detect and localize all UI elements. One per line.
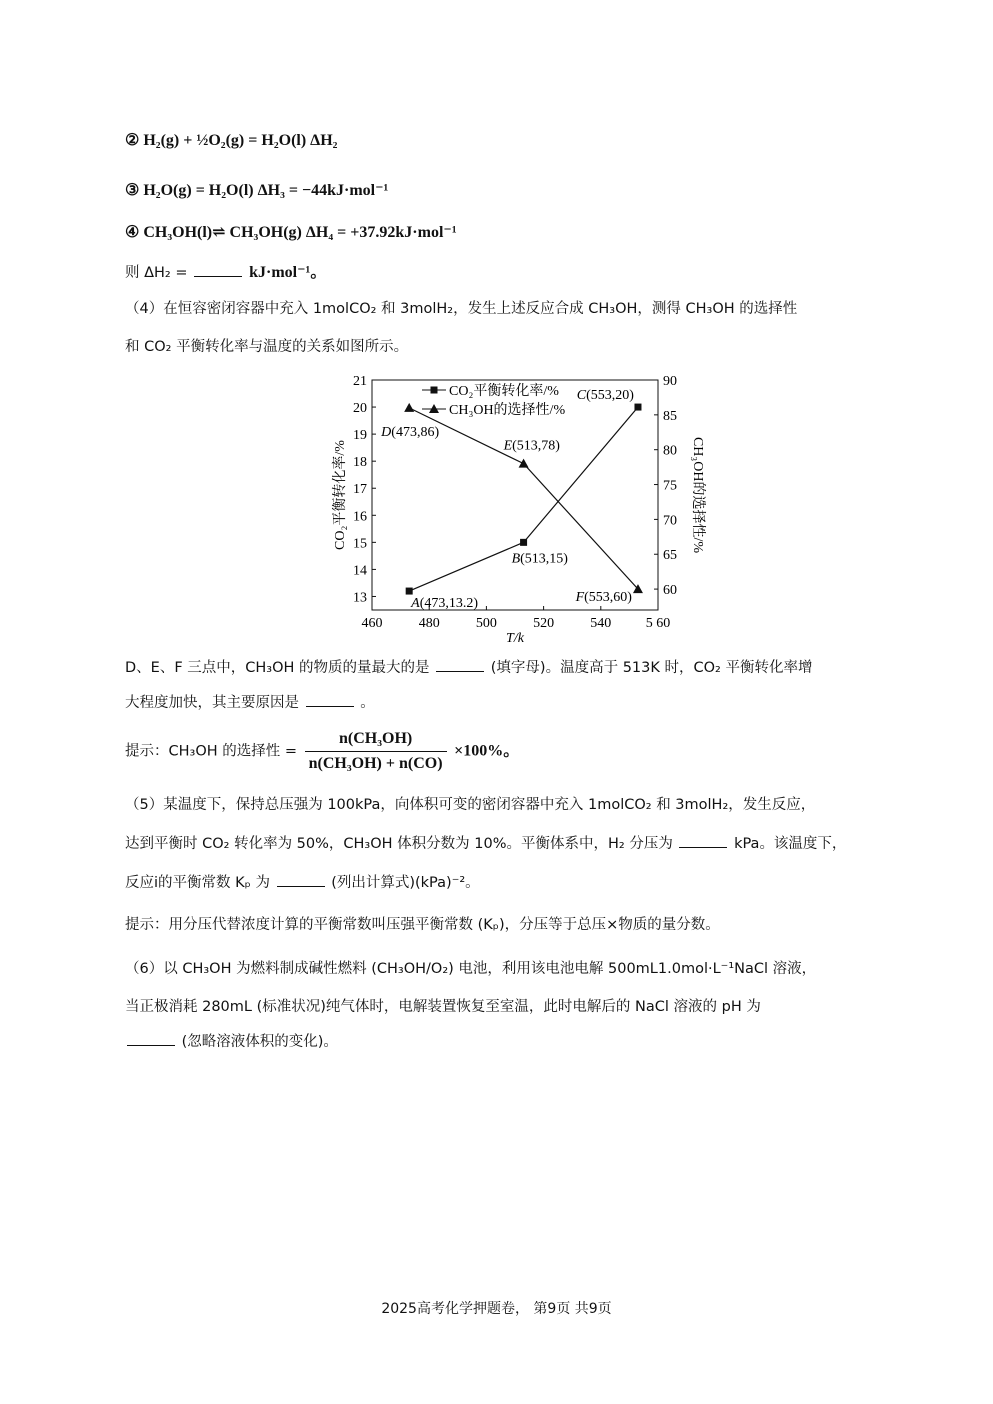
dh2-prefix: 则 ΔH₂ = — [125, 265, 188, 281]
equation-3 — [125, 180, 388, 202]
y-right-tick-label: 85 — [663, 408, 677, 424]
eq3-number: ③ — [125, 182, 140, 199]
y-left-tick-label: 15 — [353, 536, 367, 552]
answer-blank-q4b[interactable] — [306, 692, 354, 707]
kp-hint: 提示：用分压代替浓度计算的平衡常数叫压强平衡常数 (Kₚ)，分压等于总压×物质的量分数。 — [125, 917, 720, 933]
co2-conversion-point — [406, 588, 413, 595]
legend-label: CO₂平衡转化率/% — [449, 384, 559, 399]
p6l3-suffix: (忽略溶液体积的变化)。 — [181, 1034, 338, 1050]
y-right-axis-ticks — [654, 374, 677, 598]
answer-blank-h2-pressure[interactable] — [679, 833, 727, 848]
x-tick-label: 480 — [418, 616, 440, 631]
part6-line2: 当正极消耗 280mL (标准状况)纯气体时，电解装置恢复至室温，此时电解后的 NaCl 溶液的 pH 为 — [125, 999, 761, 1015]
dh2-unit: kJ·mol⁻¹。 — [249, 264, 327, 281]
eq3-text: H₂O(g) = H₂O(l) ΔH₃ = −44kJ·mol⁻¹ — [143, 182, 389, 199]
answer-blank-ph[interactable] — [127, 1031, 175, 1046]
y-right-tick-label: 70 — [663, 513, 677, 529]
x-tick-label: 460 — [361, 616, 383, 631]
y-right-tick-label: 60 — [663, 583, 677, 599]
x-tick-label: 520 — [533, 616, 555, 631]
fraction-numerator: n(CH₃OH) — [305, 728, 447, 752]
point-label: B(513,15) — [511, 551, 568, 567]
point-label: F(553,60) — [575, 590, 632, 606]
equation-4 — [125, 222, 457, 244]
x-tick-label: 540 — [590, 616, 612, 631]
y-left-axis-ticks — [353, 374, 376, 605]
eq2-number: ② — [125, 132, 140, 149]
part4-question-a — [125, 657, 812, 679]
part4-line2: 和 CO₂ 平衡转化率与温度的关系如图所示。 — [125, 339, 409, 355]
co2-conversion-point — [634, 404, 641, 411]
y-right-tick-label: 75 — [663, 478, 677, 494]
answer-blank-dh2[interactable] — [194, 262, 242, 277]
ch3oh-selectivity-point — [404, 403, 414, 412]
answer-blank-kp[interactable] — [277, 872, 325, 887]
point-label: C(553,20) — [576, 388, 634, 404]
answer-blank-q4a[interactable] — [436, 657, 484, 672]
y-left-tick-label: 17 — [353, 482, 367, 498]
q4b-suffix: 。 — [360, 695, 375, 711]
fraction-denominator: n(CH₃OH) + n(CO) — [308, 755, 443, 772]
selectivity-fraction — [305, 728, 447, 775]
question-dh2 — [125, 261, 326, 284]
y-left-tick-label: 18 — [353, 455, 367, 471]
equation-2 — [125, 130, 337, 152]
legend-square-marker — [431, 387, 438, 394]
q4a-suffix: (填字母)。温度高于 513K 时，CO₂ 平衡转化率增 — [490, 660, 813, 676]
point-label: E(513,78) — [503, 438, 560, 454]
y-left-tick-label: 20 — [353, 401, 367, 417]
co2-conversion-point — [520, 539, 527, 546]
part6-line1: （6）以 CH₃OH 为燃料制成碱性燃料 (CH₃OH/O₂) 电池，利用该电池电解 500mL1.0mol·L⁻¹NaCl 溶液， — [125, 961, 817, 977]
part4-line1: （4）在恒容密闭容器中充入 1molCO₂ 和 3molH₂，发生上述反应合成 CH₃OH，测得 CH₃OH 的选择性 — [125, 301, 798, 317]
eq4-number: ④ — [125, 224, 140, 241]
q4b-prefix: 大程度加快，其主要原因是 — [125, 695, 299, 711]
part5-line2 — [125, 833, 846, 855]
part5-line3 — [125, 872, 480, 894]
eq4-text: CH₃OH(l)⇌ CH₃OH(g) ΔH₄ = +37.92kJ·mol⁻¹ — [143, 224, 457, 241]
hint1-prefix: 提示：CH₃OH 的选择性 = — [125, 743, 298, 760]
chart-legend — [422, 383, 565, 418]
point-annotations — [380, 388, 634, 611]
hint1-suffix: ×100%。 — [454, 742, 520, 760]
y-left-tick-label: 21 — [353, 374, 367, 389]
point-label: A(473,13.2) — [411, 596, 479, 612]
y-right-axis-label: CH₃OH的选择性/% — [690, 436, 705, 554]
selectivity-hint — [125, 728, 519, 775]
conversion-selectivity-chart — [326, 370, 705, 648]
y-right-tick-label: 65 — [663, 548, 677, 564]
y-left-tick-label: 19 — [353, 428, 367, 444]
y-right-tick-label: 80 — [663, 443, 677, 459]
part5-line1: （5）某温度下，保持总压强为 100kPa，向体积可变的密闭容器中充入 1molCO₂ 和 3molH₂，发生反应， — [125, 797, 816, 813]
legend-label: CH₃OH的选择性/% — [449, 403, 566, 418]
eq2-text: H₂(g) + ½O₂(g) = H₂O(l) ΔH₂ — [143, 132, 338, 149]
part4-question-b — [125, 692, 375, 714]
y-left-tick-label: 16 — [353, 509, 367, 525]
y-left-tick-label: 13 — [353, 590, 367, 606]
x-tick-label: 5 60 — [645, 616, 671, 631]
y-left-axis-label: CO₂平衡转化率/% — [333, 440, 348, 550]
q4a-prefix: D、E、F 三点中，CH₃OH 的物质的量最大的是 — [125, 660, 430, 676]
page-footer: 2025高考化学押题卷， 第9页 共9页 — [381, 1301, 612, 1317]
x-axis-label: T/k — [506, 631, 524, 646]
y-left-tick-label: 14 — [353, 563, 367, 579]
point-label: D(473,86) — [381, 424, 440, 440]
ch3oh-selectivity-point — [519, 459, 529, 468]
p5l3-suffix: (列出计算式)(kPa)⁻²。 — [331, 875, 480, 891]
p5l3-prefix: 反应i的平衡常数 Kₚ 为 — [125, 875, 270, 891]
p5l2-prefix: 达到平衡时 CO₂ 转化率为 50%，CH₃OH 体积分数为 10%。平衡体系中，H₂ 分压为 — [125, 836, 673, 852]
part6-line3 — [125, 1031, 338, 1053]
y-right-tick-label: 90 — [663, 374, 677, 389]
p5l2-suffix: kPa。该温度下， — [734, 836, 847, 852]
x-tick-label: 500 — [475, 616, 497, 631]
